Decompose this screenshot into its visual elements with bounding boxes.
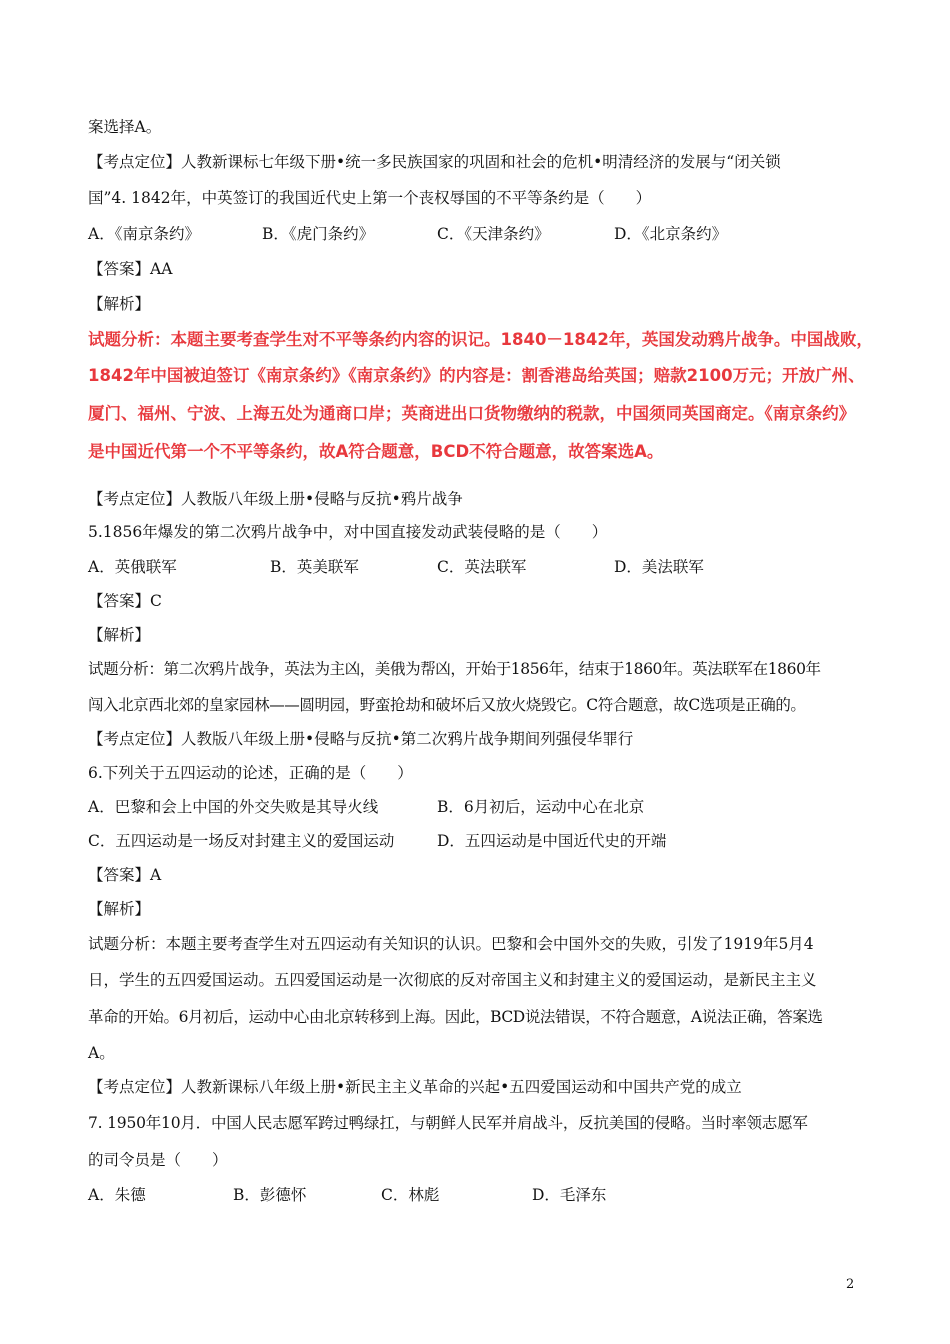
- text-line: 的司令员是（ ）: [88, 1151, 228, 1169]
- q6-option-b: B．6月初后，运动中心在北京: [437, 798, 645, 816]
- q5-option-a: A．英俄联军: [88, 558, 177, 576]
- q5-option-b: B．英美联军: [270, 558, 359, 576]
- q7-option-a: A．朱德: [88, 1186, 146, 1204]
- text-line: 试题分析：本题主要考查学生对五四运动有关知识的认识。巴黎和会中国外交的失败，引发了1919年5月4: [88, 935, 814, 953]
- q7-option-d: D．毛泽东: [532, 1186, 607, 1204]
- text-line: A。: [88, 1044, 115, 1062]
- text-line: 案选择A。: [88, 118, 162, 136]
- q5-option-c: C．英法联军: [437, 558, 527, 576]
- text-line: 闯入北京西北郊的皇家园林——圆明园，野蛮抢劫和破坏后又放火烧毁它。C符合题意，故C选项是正确的。: [88, 696, 806, 714]
- q4-option-c: C．《天津条约》: [437, 225, 550, 243]
- question-5-stem: 5.1856年爆发的第二次鸦片战争中，对中国直接发动武装侵略的是（ ）: [88, 523, 608, 541]
- text-line: 日，学生的五四爱国运动。五四爱国运动是一次彻底的反对帝国主义和封建主义的爱国运动，是新民主主义: [88, 971, 817, 989]
- text-line: 试题分析：第二次鸦片战争，英法为主凶，美俄为帮凶，开始于1856年，结束于1860年。英法联军在1860年: [88, 660, 821, 678]
- q6-option-c: C．五四运动是一场反对封建主义的爱国运动: [88, 832, 395, 850]
- question-6-stem: 6.下列关于五四运动的论述，正确的是（ ）: [88, 764, 413, 782]
- answer-line: 【答案】A: [88, 866, 162, 884]
- q6-option-d: D．五四运动是中国近代史的开端: [437, 832, 667, 850]
- question-4-stem: 国”4. 1842年，中英签订的我国近代史上第一个丧权辱国的不平等条约是（ ）: [88, 189, 652, 207]
- q7-option-b: B．彭德怀: [233, 1186, 307, 1204]
- q4-option-b: B．《虎门条约》: [262, 225, 375, 243]
- q5-option-d: D．美法联军: [614, 558, 704, 576]
- topic-line: 【考点定位】人教版八年级上册•侵略与反抗•第二次鸦片战争期间列强侵华罪行: [88, 730, 634, 748]
- page-number: 2: [846, 1277, 855, 1292]
- q6-option-a: A．巴黎和会上中国的外交失败是其导火线: [88, 798, 379, 816]
- analysis-heading: 【解析】: [88, 626, 151, 644]
- analysis-heading: 【解析】: [88, 900, 151, 918]
- red-analysis-line: 是中国近代第一个不平等条约，故A符合题意，BCD不符合题意，故答案选A。: [88, 442, 664, 461]
- red-analysis-line: 厦门、福州、宁波、上海五处为通商口岸；英商进出口货物缴纳的税款，中国须同英国商定。《南京条约》: [88, 404, 856, 423]
- topic-line: 【考点定位】人教版八年级上册•侵略与反抗•鸦片战争: [88, 490, 463, 508]
- text-line: 革命的开始。6月初后，运动中心由北京转移到上海。因此，BCD说法错误，不符合题意，A说法正确，答案选: [88, 1008, 823, 1026]
- red-analysis-line: 1842年中国被迫签订《南京条约》《南京条约》的内容是：割香港岛给英国；赔款2100万元；开放广州、: [88, 366, 865, 385]
- topic-line: 【考点定位】人教新课标八年级上册•新民主主义革命的兴起•五四爱国运动和中国共产党的成立: [88, 1078, 742, 1096]
- q4-option-d: D．《北京条约》: [614, 225, 728, 243]
- answer-line: 【答案】C: [88, 592, 162, 610]
- q4-option-a: A．《南京条约》: [88, 225, 200, 243]
- q7-option-c: C．林彪: [381, 1186, 440, 1204]
- question-7-stem: 7. 1950年10月．中国人民志愿军跨过鸭绿扛，与朝鲜人民军并肩战斗，反抗美国的侵略。当时率领志愿军: [88, 1114, 808, 1132]
- answer-line: 【答案】AA: [88, 260, 173, 278]
- red-analysis-line: 试题分析：本题主要考查学生对不平等条约内容的识记。1840－1842年，英国发动鸦片战争。中国战败，: [88, 330, 873, 349]
- text-line: 【考点定位】人教新课标七年级下册•统一多民族国家的巩固和社会的危机•明清经济的发展与“闭关锁: [88, 153, 781, 171]
- analysis-heading: 【解析】: [88, 295, 151, 313]
